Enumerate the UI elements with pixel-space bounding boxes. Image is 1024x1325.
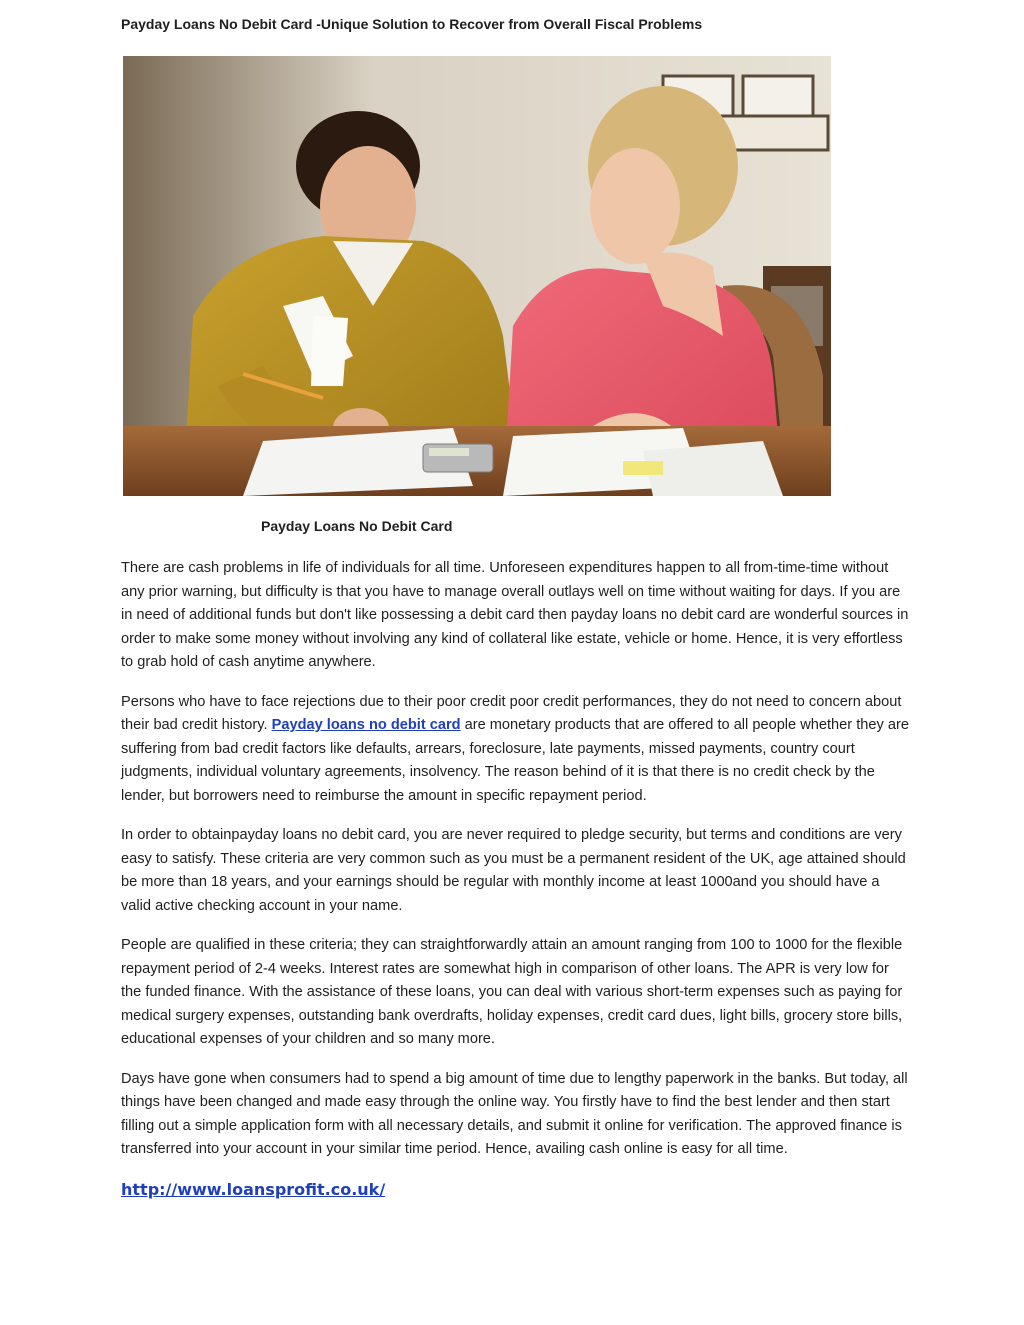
paragraph-4: People are qualified in these criteria; they can straightforwardly attain an amount ranging from 100 to 1000 for the flexible repayment period of 2-4 weeks. Interest rates are somewhat high in comparison of other loans. The APR is very low for the funded finance. With the assistance of these loans, you can deal with various short-term expenses such as paying for medical surgery expenses, outstanding bank overdrafts, holiday expenses, credit card dues, light bills, grocery store bills, educational expenses of your children and so many more. (121, 937, 903, 1047)
payday-loans-no-debit-card-link[interactable]: Payday loans no debit card (271, 717, 461, 733)
photo-caption: Payday Loans No Debit Card (261, 518, 453, 534)
paragraph-2-text-end: are monetary products that are offered to all people whether they are suffering from bad credit factors like defaults, arrears, foreclosure, late payments, missed payments, country court judgments, individual voluntary agreements, insolvency. The reason behind of it is that there is no credit check by the lender, but borrowers need to reimburse the amount in specific repayment period. (121, 717, 909, 804)
paragraph-2-text-start: Persons who have to face rejections due to their poor credit poor credit performances, they do not need to concern about their bad credit history. (121, 693, 902, 733)
couple-reviewing-bills-photo (123, 56, 831, 496)
website-link[interactable]: http://www.loansprofit.co.uk/ (121, 1179, 386, 1199)
paragraph-5: Days have gone when consumers had to spend a big amount of time due to lengthy paperwork in the banks. But today, all things have been changed and made easy through the online way. You firstly have to find the best lender and then start filling out a simple application form with all necessary details, and submit it online for verification. The approved finance is transferred into your account in your similar time period. Hence, availing cash online is easy for all time. (121, 1070, 908, 1157)
paragraph-1: There are cash problems in life of individuals for all time. Unforeseen expenditures happen to all from-time-time without any prior warning, but difficulty is that you have to manage overall outlays well on time without waiting for days. If you are in need of additional funds but don't like possessing a debit card then payday loans no debit card are wonderful sources in order to make some money without involving any kind of collateral like estate, vehicle or home. Hence, it is very effortless to grab hold of cash anytime anywhere. (121, 560, 909, 670)
paragraph-2 (121, 691, 911, 809)
article-body (121, 557, 911, 1203)
paragraph-3: In order to obtainpayday loans no debit card, you are never required to pledge security, but terms and conditions are very easy to satisfy. These criteria are very common such as you must be a permanent resident of the UK, age attained should be more than 18 years, and your earnings should be regular with monthly income at least 1000and you should have a valid active checking account in your name. (121, 827, 906, 914)
document-title: Payday Loans No Debit Card -Unique Solution to Recover from Overall Fiscal Problems (121, 16, 703, 32)
